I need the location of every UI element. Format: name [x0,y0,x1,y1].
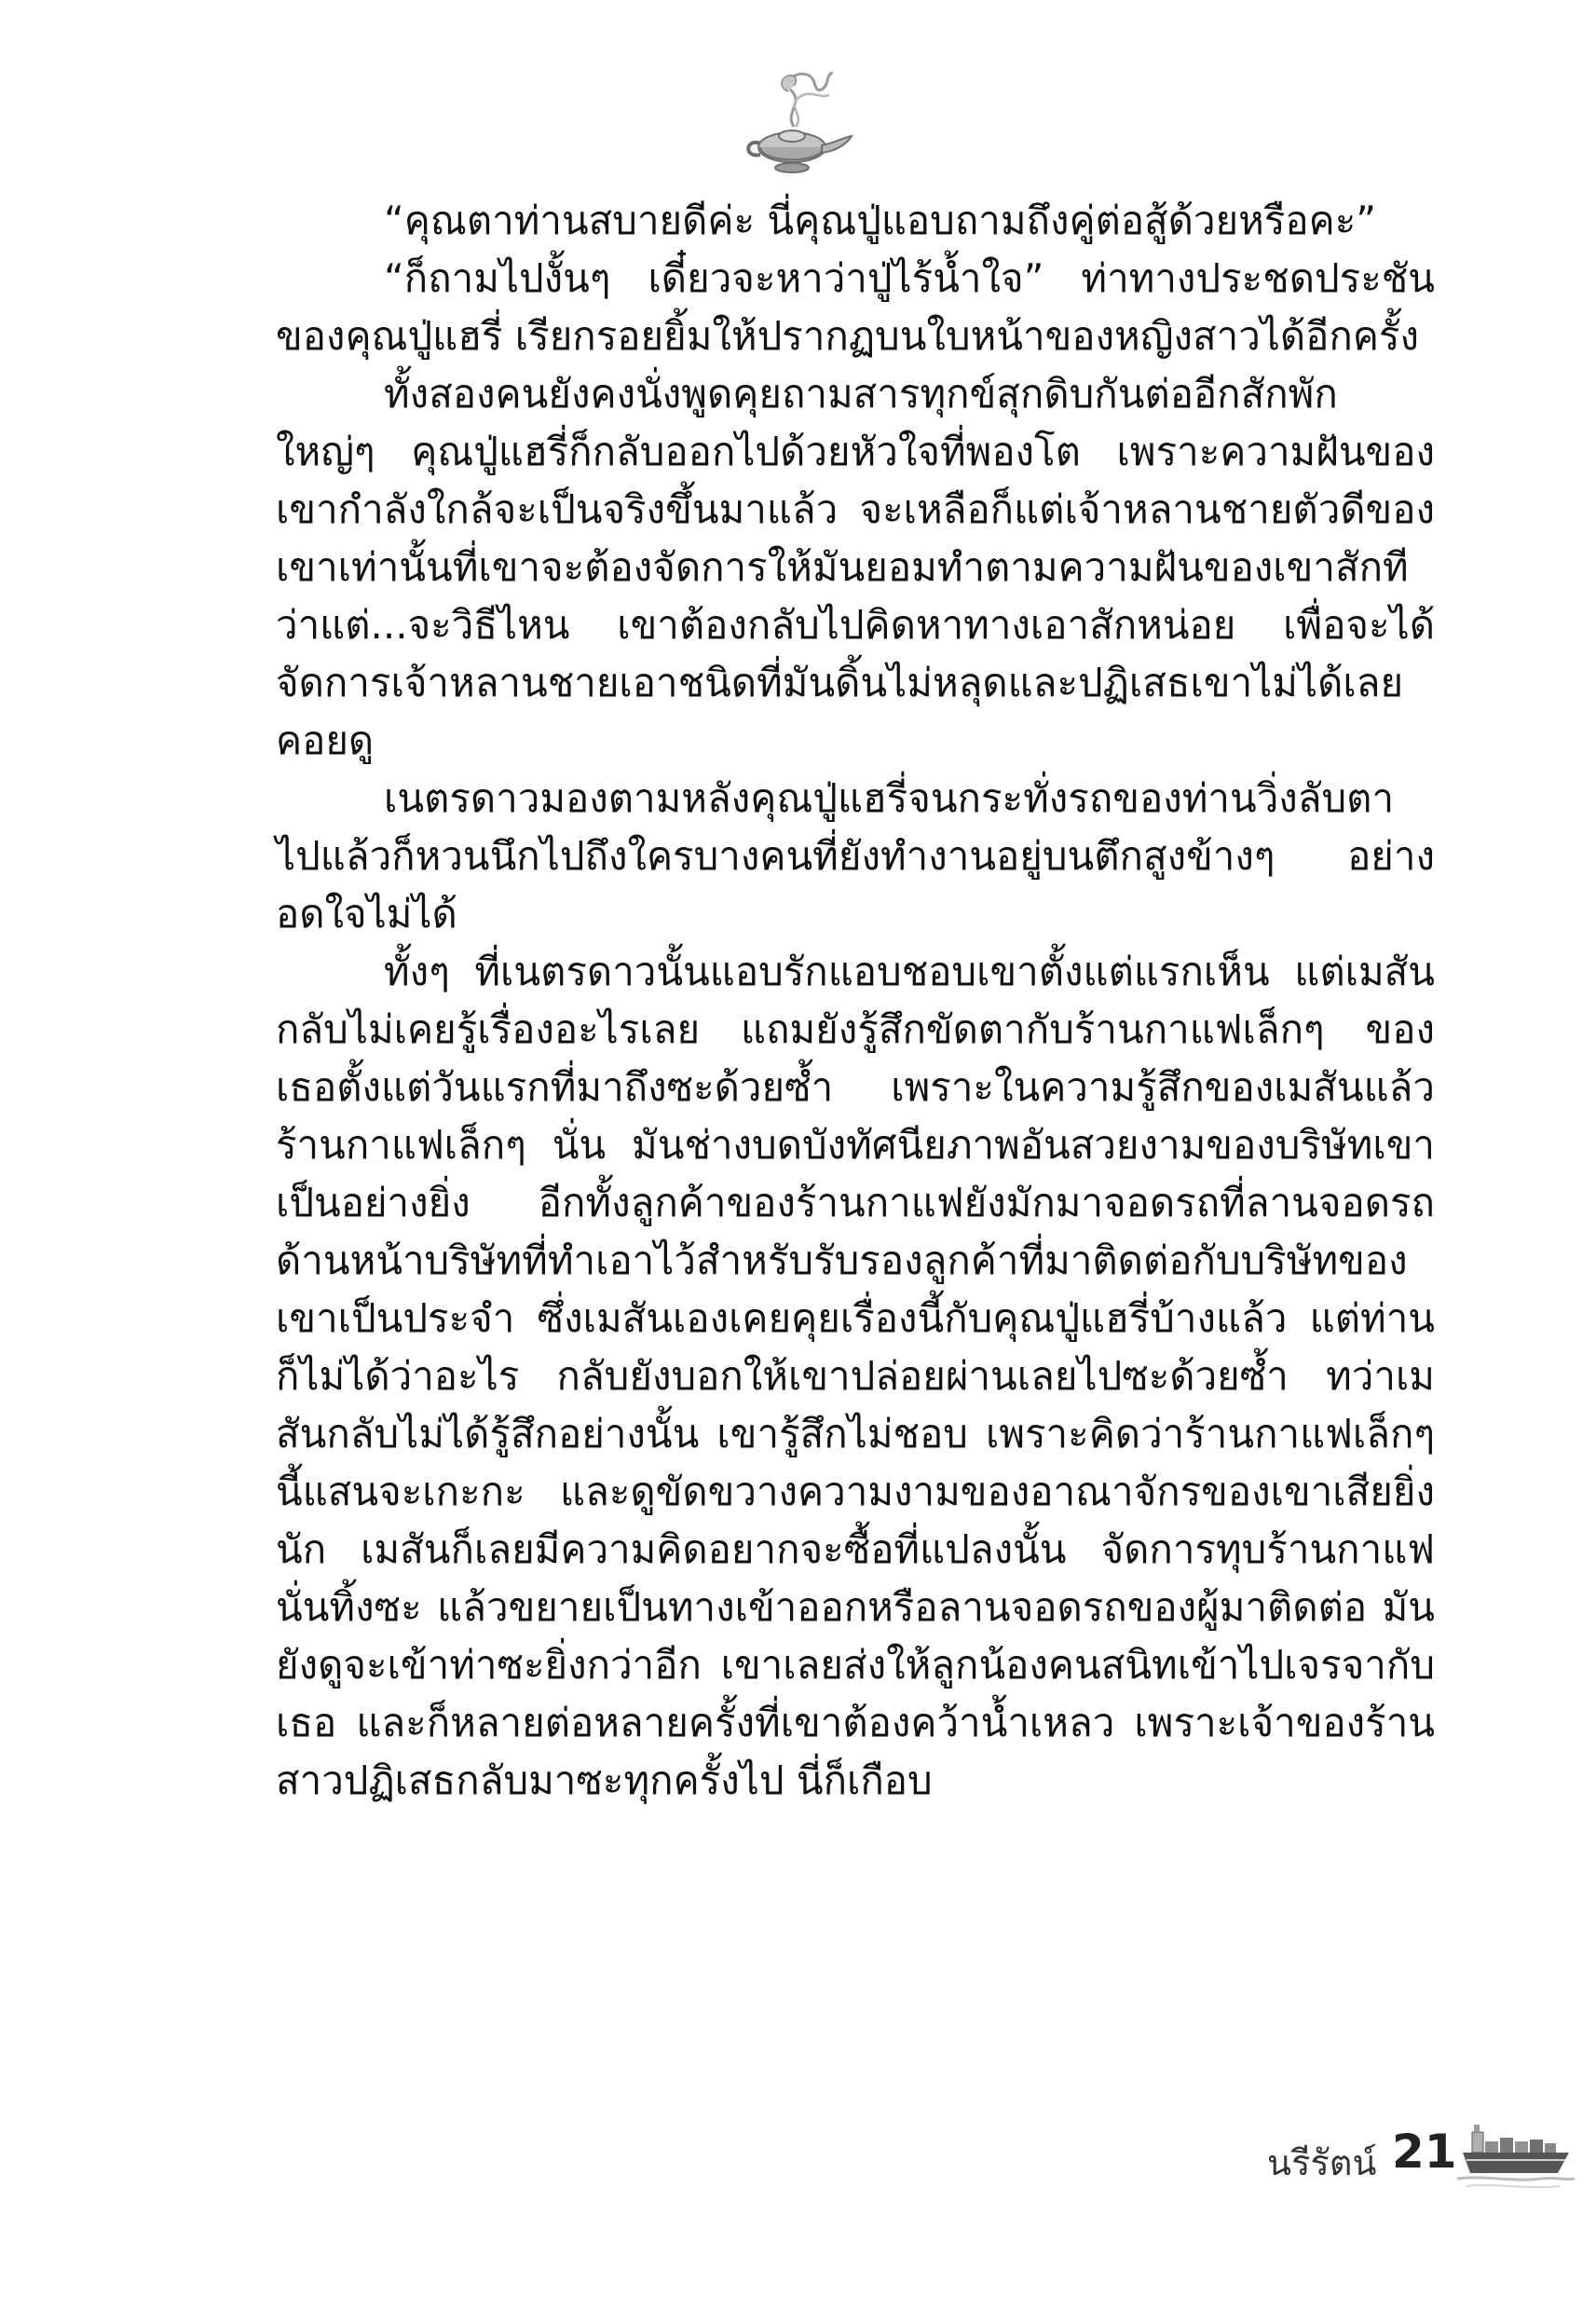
body-text [276,192,1435,1810]
page-footer [1267,2113,1575,2225]
genie-lamp-icon [729,62,859,183]
paragraph: “ก็ถามไปงั้นๆ เดี๋ยวจะหาว่าปู่ไร้น้ำใจ” ท่าทางประชดประชันของคุณปู่แฮรี่ เรียกรอยยิ้มให้ปรากฏบนใบหน้าของหญิงสาวได้อีกครั้ง [276,255,1435,359]
paragraph: ทั้งสองคนยังคงนั่งพูดคุยถามสารทุกข์สุกดิบกันต่ออีกสักพักใหญ่ๆ คุณปู่แฮรี่ก็กลับออกไปด้วยหัวใจที่พองโต เพราะความฝันของเขากำลังใกล้จะเป็นจริงขึ้นมาแล้ว จะเหลือก็แต่เจ้าหลานชายตัวดีของเขาเท่านั้นที่เขาจะต้องจัดการให้มันยอมทำตามความฝันของเขาสักที ว่าแต่...จะวิธีไหน เขาต้องกลับไปคิดหาทางเอาสักหน่อย เพื่อจะได้จัดการเจ้าหลานชายเอาชนิดที่มันดิ้นไม่หลุดและปฏิเสธเขาไม่ได้เลยคอยดู [276,371,1435,763]
book-title: นรีรัตน์ [1267,2142,1377,2183]
paragraph: “คุณตาท่านสบายดีค่ะ นี่คุณปู่แอบถามถึงคู่ต่อสู้ด้วยหรือคะ” [384,198,1377,243]
cargo-ship-icon [1457,2113,1575,2207]
paragraph: ทั้งๆ ที่เนตรดาวนั้นแอบรักแอบชอบเขาตั้งแต่แรกเห็น แต่เมสันกลับไม่เคยรู้เรื่องอะไรเลย แถมยังรู้สึกขัดตากับร้านกาแฟเล็กๆ ของเธอตั้งแต่วันแรกที่มาถึงซะด้วยซ้ำ เพราะในความรู้สึกของเมสันแล้ว ร้านกาแฟเล็กๆ นั่น มันช่างบดบังทัศนียภาพอันสวยงามของบริษัทเขาเป็นอย่างยิ่ง อีกทั้งลูกค้าของร้านกาแฟยังมักมาจอดรถที่ลานจอดรถด้านหน้าบริษัทที่ทำเอาไว้สำหรับรับรองลูกค้าที่มาติดต่อกับบริษัทของเขาเป็นประจำ ซึ่งเมสันเองเคยคุยเรื่องนี้กับคุณปู่แฮรี่บ้างแล้ว แต่ท่านก็ไม่ได้ว่าอะไร กลับยังบอกให้เขาปล่อยผ่านเลยไปซะด้วยซ้ำ ทว่าเมสันกลับไม่ได้รู้สึกอย่างนั้น เขารู้สึกไม่ชอบ เพราะคิดว่าร้านกาแฟเล็กๆ นี้แสนจะเกะกะ และดูขัดขวางความงามของอาณาจักรของเขาเสียยิ่งนัก เมสันก็เลยมีความคิดอยากจะซื้อที่แปลงนั้น จัดการทุบร้านกาแฟนั่นทิ้งซะ แล้วขยายเป็นทางเข้าออกหรือลานจอดรถของผู้มาติดต่อ มันยังดูจะเข้าท่าซะยิ่งกว่าอีก เขาเลยส่งให้ลูกน้องคนสนิทเข้าไปเจรจากับเธอ และก็หลายต่อหลายครั้งที่เขาต้องคว้าน้ำเหลว เพราะเจ้าของร้านสาวปฏิเสธกลับมาซะทุกครั้งไป นี่ก็เกือบ [276,949,1435,1803]
page-number: 21 [1392,2125,1457,2179]
paragraph: เนตรดาวมองตามหลังคุณปู่แฮรี่จนกระทั่งรถของท่านวิ่งลับตาไปแล้วก็หวนนึกไปถึงใครบางคนที่ยังทำงานอยู่บนตึกสูงข้างๆ อย่างอดใจไม่ได้ [276,775,1435,937]
